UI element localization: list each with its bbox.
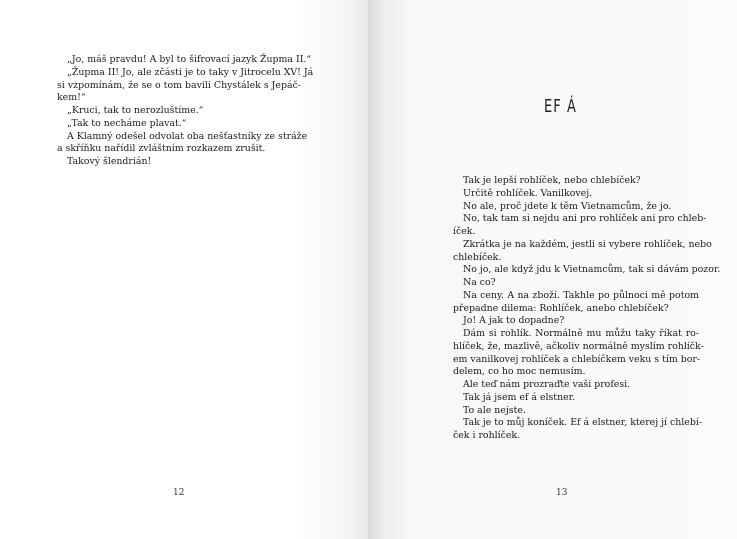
text-line: Určitě rohlíček. Vanilkovej. bbox=[463, 187, 593, 199]
text-line: delem, co ho moc nemusím. bbox=[453, 366, 586, 378]
right-page bbox=[368, 0, 737, 539]
text-line: „Župma II! Jo, ale zčásti je to taky v Jitrocelu XV! Já bbox=[67, 66, 314, 78]
text-line: Dám si rohlík. Normálně mu můžu taky říkat ro- bbox=[463, 328, 699, 339]
text-line: přepadne dilema: Rohlíček, anebo chlebíček? bbox=[453, 302, 669, 314]
text-line: si vzpomínám, že se o tom bavili Chystálek s Jepáč- bbox=[57, 79, 301, 91]
text-line: a skříňku nařídil zvláštním rozkazem zrušit. bbox=[57, 143, 266, 155]
text-line: kem!“ bbox=[57, 92, 86, 104]
text-line: No, tak tam si nejdu ani pro rohlíček ani pro chleb- bbox=[463, 213, 707, 225]
chapter-title: EF Á bbox=[544, 96, 577, 117]
text-line: Zkrátka je na každém, jestli si vybere rohlíček, nebo bbox=[463, 238, 712, 250]
text-line: Na ceny. A na zboží. Takhle po půlnoci mě potom bbox=[463, 289, 699, 301]
right-page-body bbox=[453, 175, 721, 443]
text-line: No jo, ale když jdu k Vietnamcům, tak si dávám pozor. bbox=[463, 264, 721, 276]
text-line: „Jo, máš pravdu! A byl to šifrovací jazyk Župma II.“ bbox=[67, 54, 312, 65]
text-line: Takový šlendrián! bbox=[67, 156, 152, 167]
text-line: hlíček, že, mazlivě, ačkoliv normálně myslím rohlíčk- bbox=[453, 340, 704, 352]
text-line: „Tak to necháme plavat.“ bbox=[67, 117, 187, 129]
text-line: íček. bbox=[453, 226, 476, 237]
page-number-right: 13 bbox=[556, 488, 568, 498]
text-line: Jo! A jak to dopadne? bbox=[463, 315, 565, 327]
text-line: ček i rohlíček. bbox=[453, 430, 521, 441]
text-line: „Kruci, tak to nerozluštíme.“ bbox=[67, 105, 204, 116]
text-line: To ale nejste. bbox=[463, 404, 526, 416]
text-line: chlebíček. bbox=[453, 251, 502, 263]
text-line: No ale, proč jdete k těm Vietnamcům, že jo. bbox=[463, 200, 672, 212]
page-number-left: 12 bbox=[173, 488, 185, 498]
text-line: Ale teď nám prozraďte vaši profesi. bbox=[463, 379, 631, 390]
text-line: em vanilkovej rohlíček a chlebíčkem veku s tím bor- bbox=[453, 353, 701, 365]
text-line: Tak je lepší rohlíček, nebo chlebíček? bbox=[463, 175, 641, 186]
text-line: Tak já jsem ef á elstner. bbox=[463, 391, 576, 403]
left-page bbox=[0, 0, 368, 539]
text-line: Na co? bbox=[463, 277, 496, 288]
text-line: A Klamný odešel odvolat oba nešťastníky ze stráže bbox=[67, 130, 308, 142]
text-line: Tak je to můj koníček. Ef á elstner, kterej jí chlebí- bbox=[463, 417, 703, 429]
left-page-body bbox=[57, 54, 314, 169]
